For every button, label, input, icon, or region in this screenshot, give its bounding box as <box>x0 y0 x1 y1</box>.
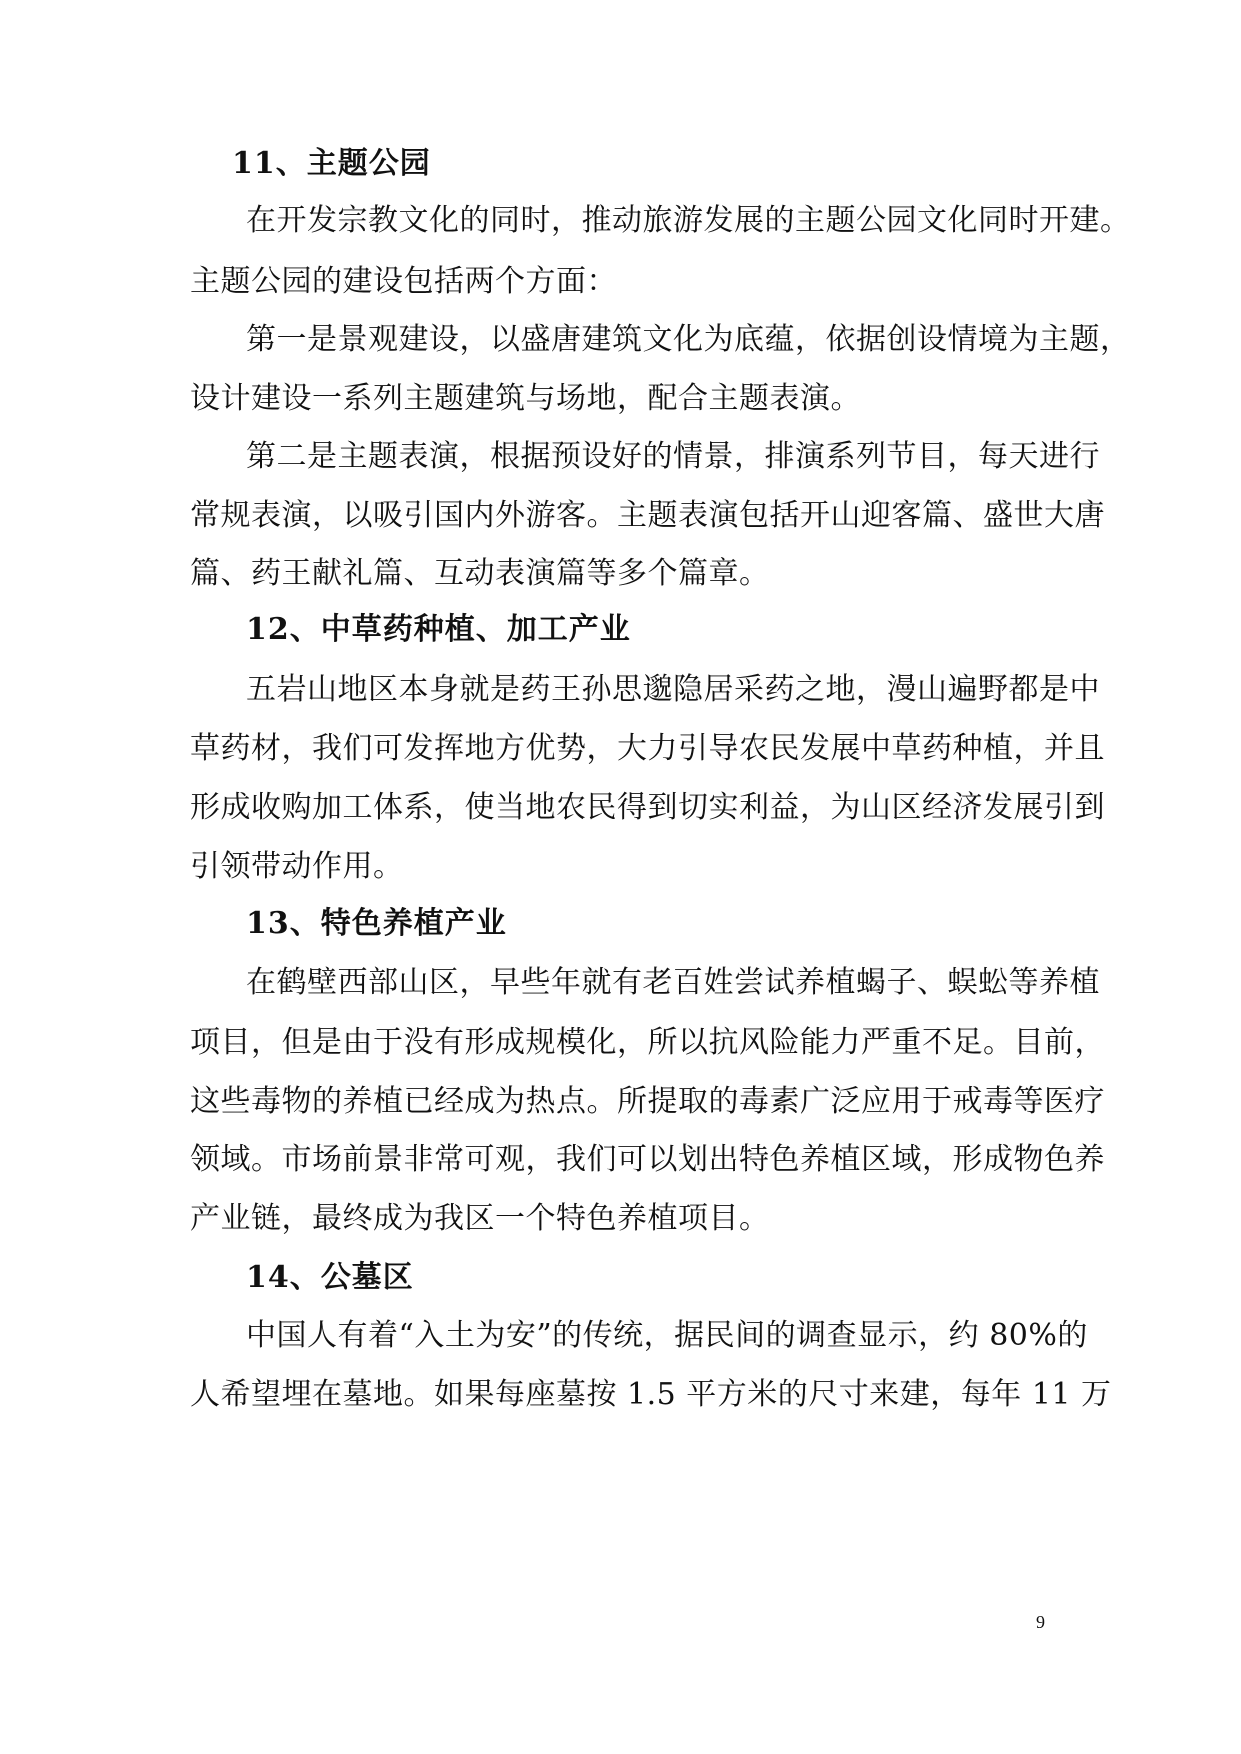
section-heading-12: 12、中草药种植、加工产业 <box>246 612 631 647</box>
paragraph-line: 产业链，最终成为我区一个特色养植项目。 <box>190 1201 770 1236</box>
paragraph-line: 第一是景观建设，以盛唐建筑文化为底蕴，依据创设情境为主题， <box>246 322 1131 357</box>
paragraph-line: 人希望埋在墓地。如果每座墓按 1.5 平方米的尺寸来建，每年 11 万 <box>190 1377 1112 1412</box>
section-heading-14: 14、公墓区 <box>246 1260 414 1295</box>
section-heading-11: 11、主题公园 <box>232 146 431 181</box>
paragraph-line: 在开发宗教文化的同时，推动旅游发展的主题公园文化同时开建。 <box>246 203 1131 238</box>
paragraph-line: 引领带动作用。 <box>190 849 404 884</box>
paragraph-line: 中国人有着“入土为安”的传统，据民间的调查显示，约 80%的 <box>246 1318 1088 1353</box>
paragraph-line: 常规表演，以吸引国内外游客。主题表演包括开山迎客篇、盛世大唐 <box>190 498 1105 533</box>
paragraph-line: 项目，但是由于没有形成规模化，所以抗风险能力严重不足。目前， <box>190 1025 1105 1060</box>
paragraph-line: 主题公园的建设包括两个方面： <box>190 264 617 299</box>
paragraph-line: 领域。市场前景非常可观，我们可以划出特色养植区域，形成物色养 <box>190 1142 1105 1177</box>
section-heading-13: 13、特色养植产业 <box>246 906 507 941</box>
paragraph-line: 五岩山地区本身就是药王孙思邈隐居采药之地，漫山遍野都是中 <box>246 672 1100 707</box>
paragraph-line: 形成收购加工体系，使当地农民得到切实利益，为山区经济发展引到 <box>190 790 1105 825</box>
paragraph-line: 草药材，我们可发挥地方优势，大力引导农民发展中草药种植，并且 <box>190 731 1105 766</box>
paragraph-line: 第二是主题表演，根据预设好的情景，排演系列节目，每天进行 <box>246 439 1100 474</box>
paragraph-line: 在鹤壁西部山区，早些年就有老百姓尝试养植蝎子、蜈蚣等养植 <box>246 965 1100 1000</box>
paragraph-line: 这些毒物的养植已经成为热点。所提取的毒素广泛应用于戒毒等医疗 <box>190 1084 1105 1119</box>
paragraph-line: 设计建设一系列主题建筑与场地，配合主题表演。 <box>190 381 861 416</box>
page-number: 9 <box>1036 1612 1045 1632</box>
paragraph-line: 篇、药王献礼篇、互动表演篇等多个篇章。 <box>190 556 770 591</box>
